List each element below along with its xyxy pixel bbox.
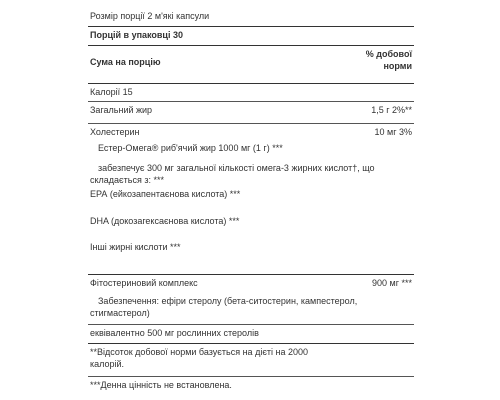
ester-omega-text: Естер-Омега® риб'ячий жир 1000 мг (1 г) *** bbox=[98, 143, 283, 153]
serving-size bbox=[88, 8, 414, 24]
dv-header bbox=[366, 48, 412, 72]
servings-per-container bbox=[88, 26, 414, 43]
table-header bbox=[88, 45, 414, 79]
total-fat-label: Загальний жир bbox=[90, 105, 153, 115]
footnote-dv-line2: калорій. bbox=[90, 359, 125, 369]
nutrient-row-calories bbox=[88, 83, 414, 100]
other-fatty-acids-text: Інші жирні кислоти *** bbox=[90, 242, 181, 252]
calories-label: Калорії 15 bbox=[90, 87, 133, 97]
phytosterol-row bbox=[88, 274, 414, 291]
serving-size-text: Розмір порції 2 м'які капсули bbox=[90, 11, 210, 21]
omega-note-line2: складається з: *** bbox=[90, 175, 164, 185]
equivalent-row bbox=[88, 324, 414, 341]
footnote-na-text: ***Денна цінність не встановлена. bbox=[90, 380, 232, 390]
dv-header-line1: % добової bbox=[365, 49, 412, 59]
equivalent-text: еквівалентно 500 мг рослинних стеролів bbox=[90, 328, 259, 338]
epa-text: ЕРА (ейкозапентаєнова кислота) *** bbox=[90, 189, 241, 199]
footnote-dv-line1: **Відсоток добової норми базується на дієті на 2000 bbox=[90, 347, 309, 357]
nutrient-row-cholesterol bbox=[88, 123, 414, 140]
total-fat-value: 1,5 г 2%** bbox=[371, 105, 412, 115]
omega-note-line1: забезпечує 300 мг загальної кількості омега-3 жирних кислот†, що bbox=[98, 163, 375, 173]
other-fatty-acids-row bbox=[88, 239, 414, 255]
cholesterol-value: 10 мг 3% bbox=[374, 127, 412, 137]
phytosterol-note-line1: Забезпечення: ефіри стеролу (бета-ситостерин, кампестерол, bbox=[98, 296, 358, 306]
footnote-not-established bbox=[88, 376, 414, 393]
dv-header-line2: норми bbox=[383, 61, 412, 71]
cholesterol-label: Холестерин bbox=[90, 127, 140, 137]
epa-row bbox=[88, 186, 414, 202]
nutrient-row-total-fat bbox=[88, 101, 414, 118]
footnote-dv bbox=[88, 343, 414, 372]
dha-text: DHA (докозагексаєнова кислота) *** bbox=[90, 216, 240, 226]
phytosterol-note bbox=[88, 293, 414, 321]
amount-header: Сума на порцію bbox=[90, 57, 161, 67]
dha-row bbox=[88, 213, 414, 229]
ester-omega-row bbox=[88, 140, 414, 156]
omega-note bbox=[88, 160, 414, 188]
phytosterol-note-line2: стигмастерол) bbox=[90, 308, 150, 318]
servings-text: Порцій в упаковці 30 bbox=[90, 30, 183, 40]
phytosterol-label: Фітостериновий комплекс bbox=[90, 278, 198, 288]
phytosterol-value: 900 мг *** bbox=[372, 278, 412, 288]
